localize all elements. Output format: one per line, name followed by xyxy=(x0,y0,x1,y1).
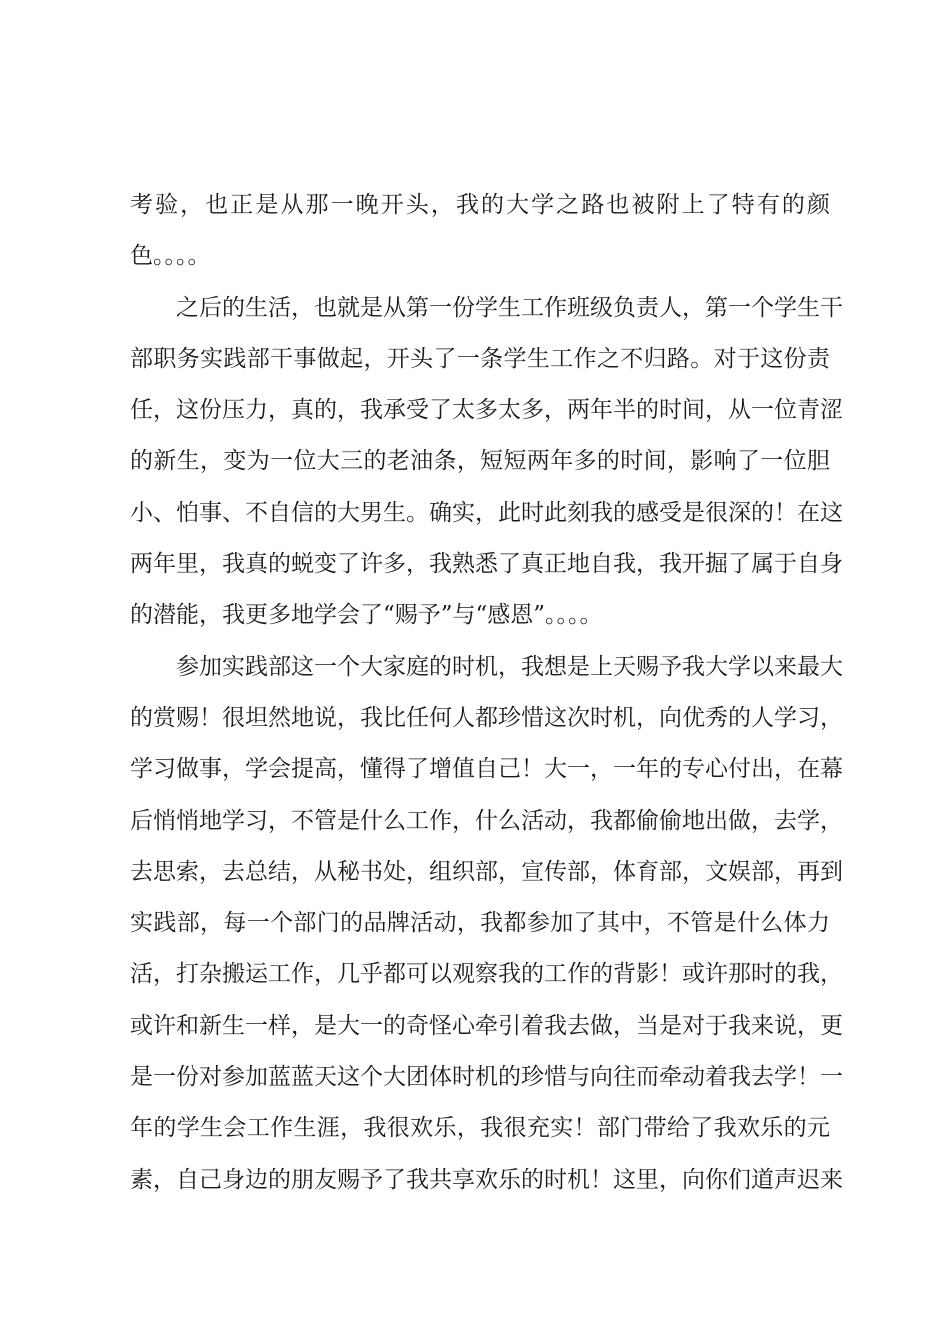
text-line: 任，这份压力，真的，我承受了太多太多，两年半的时间，从一位青涩 xyxy=(130,397,843,424)
text-line: 实践部，每一个部门的品牌活动，我都参加了其中，不管是什么体力 xyxy=(130,910,830,937)
text-line: 部职务实践部干事做起，开头了一条学生工作之不归路。对于这份责 xyxy=(130,345,830,372)
text-line: 的赏赐！很坦然地说，我比任何人都珍惜这次时机，向优秀的人学习， xyxy=(130,704,843,731)
text-line: 后悄悄地学习，不管是什么工作，什么活动，我都偷偷地出做，去学， xyxy=(130,807,843,834)
text-line: 之后的生活，也就是从第一份学生工作班级负责人，第一个学生干 xyxy=(176,294,843,321)
text-line: 色。。。。 xyxy=(130,243,211,270)
text-line: 考验，也正是从那一晚开头，我的大学之路也被附上了特有的颜 xyxy=(130,192,830,218)
text-line: 学习做事，学会提高，懂得了增值自己！大一，一年的专心付出，在幕 xyxy=(130,756,843,783)
text-line: 两年里，我真的蜕变了许多，我熟悉了真正地自我，我开掘了属于自身 xyxy=(130,551,843,578)
text-line: 去思索，去总结，从秘书处，组织部，宣传部，体育部，文娱部，再到 xyxy=(130,858,843,885)
text-line: 或许和新生一样，是大一的奇怪心牵引着我去做，当是对于我来说，更 xyxy=(130,1012,843,1039)
text-line: 参加实践部这一个大家庭的时机，我想是上天赐予我大学以来最大 xyxy=(176,653,843,680)
text-line: 素，自己身边的朋友赐予了我共享欢乐的时机！这里，向你们道声迟来 xyxy=(130,1166,843,1193)
text-line: 是一份对参加蓝蓝天这个大团体时机的珍惜与向往而牵动着我去学！一 xyxy=(130,1064,843,1091)
text-line: 的潜能，我更多地学会了“赐予”与“感恩”。。。。 xyxy=(130,602,603,629)
text-line: 的新生，变为一位大三的老油条，短短两年多的时间，影响了一位胆 xyxy=(130,448,830,475)
document-body xyxy=(130,180,843,1206)
text-line: 年的学生会工作生涯，我很欢乐，我很充实！部门带给了我欢乐的元 xyxy=(130,1115,830,1142)
text-line: 小、怕事、不自信的大男生。确实，此时此刻我的感受是很深的！在这 xyxy=(130,499,843,526)
text-line: 活，打杂搬运工作，几乎都可以观察我的工作的背影！或许那时的我， xyxy=(130,961,843,988)
